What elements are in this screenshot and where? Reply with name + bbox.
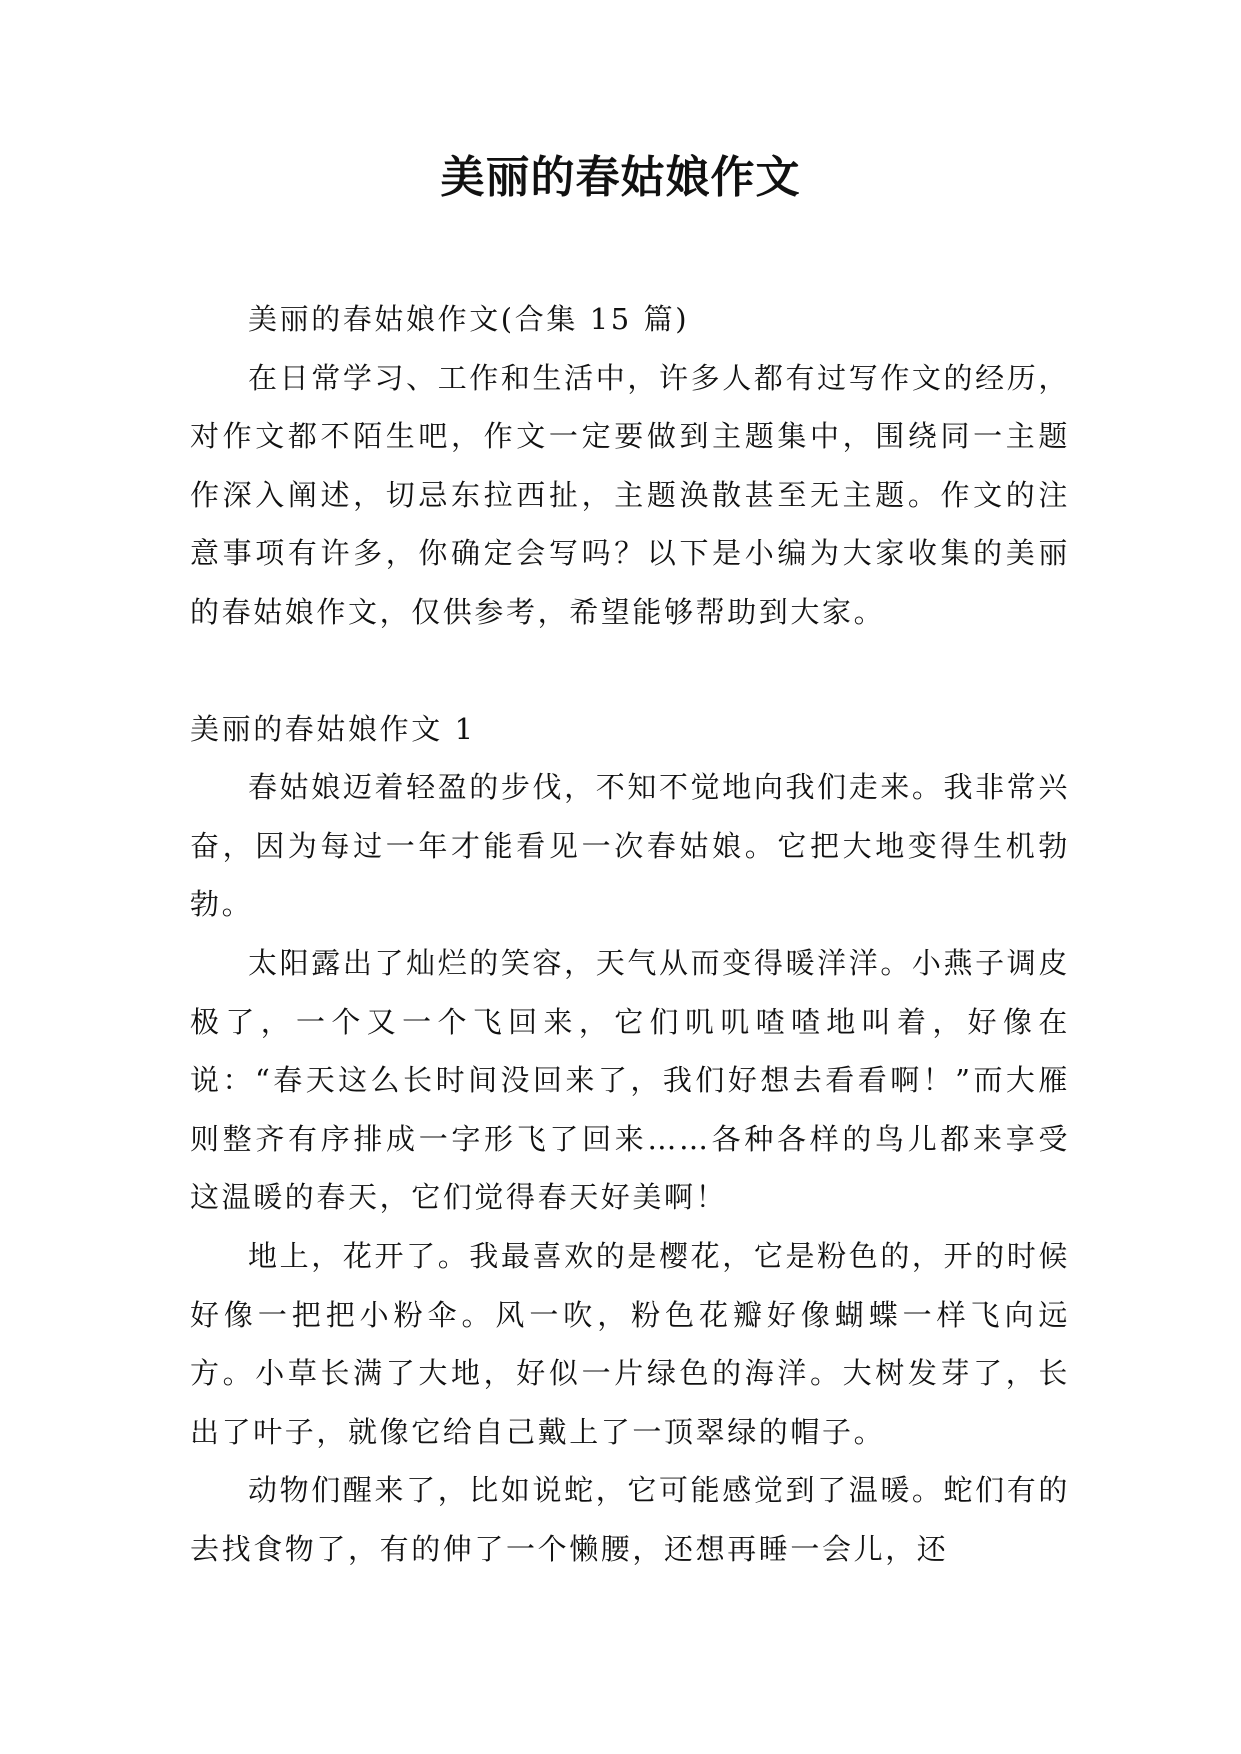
section-spacer <box>190 642 1070 700</box>
essay-paragraph: 地上，花开了。我最喜欢的是樱花，它是粉色的，开的时候好像一把把小粉伞。风一吹，粉色花瓣好像蝴蝶一样飞向远方。小草长满了大地，好似一片绿色的海洋。大树发芽了，长出了叶子，就像它给自己戴上了一顶翠绿的帽子。 <box>190 1238 1070 1449</box>
document-title: 美丽的春姑娘作文 <box>440 152 801 203</box>
document-body <box>190 290 1070 1578</box>
document-subtitle: 美丽的春姑娘作文(合集 15 篇) <box>248 302 690 336</box>
essay-paragraph: 春姑娘迈着轻盈的步伐，不知不觉地向我们走来。我非常兴奋，因为每过一年才能看见一次春姑娘。它把大地变得生机勃勃。 <box>190 770 1070 922</box>
essay-paragraph: 动物们醒来了，比如说蛇，它可能感觉到了温暖。蛇们有的去找食物了，有的伸了一个懒腰，还想再睡一会儿，还 <box>190 1473 1070 1566</box>
intro-paragraph: 在日常学习、工作和生活中，许多人都有过写作文的经历，对作文都不陌生吧，作文一定要做到主题集中，围绕同一主题作深入阐述，切忌东拉西扯，主题涣散甚至无主题。作文的注意事项有许多，你确定会写吗？以下是小编为大家收集的美丽的春姑娘作文，仅供参考，希望能够帮助到大家。 <box>190 360 1070 629</box>
essay-paragraph: 太阳露出了灿烂的笑容，天气从而变得暖洋洋。小燕子调皮极了，一个又一个飞回来，它们叽叽喳喳地叫着，好像在说：“春天这么长时间没回来了，我们好想去看看啊！”而大雁则整齐有序排成一字形飞了回来……各种各样的鸟儿都来享受这温暖的春天，它们觉得春天好美啊！ <box>190 945 1070 1215</box>
essay-heading: 美丽的春姑娘作文 1 <box>190 711 476 746</box>
